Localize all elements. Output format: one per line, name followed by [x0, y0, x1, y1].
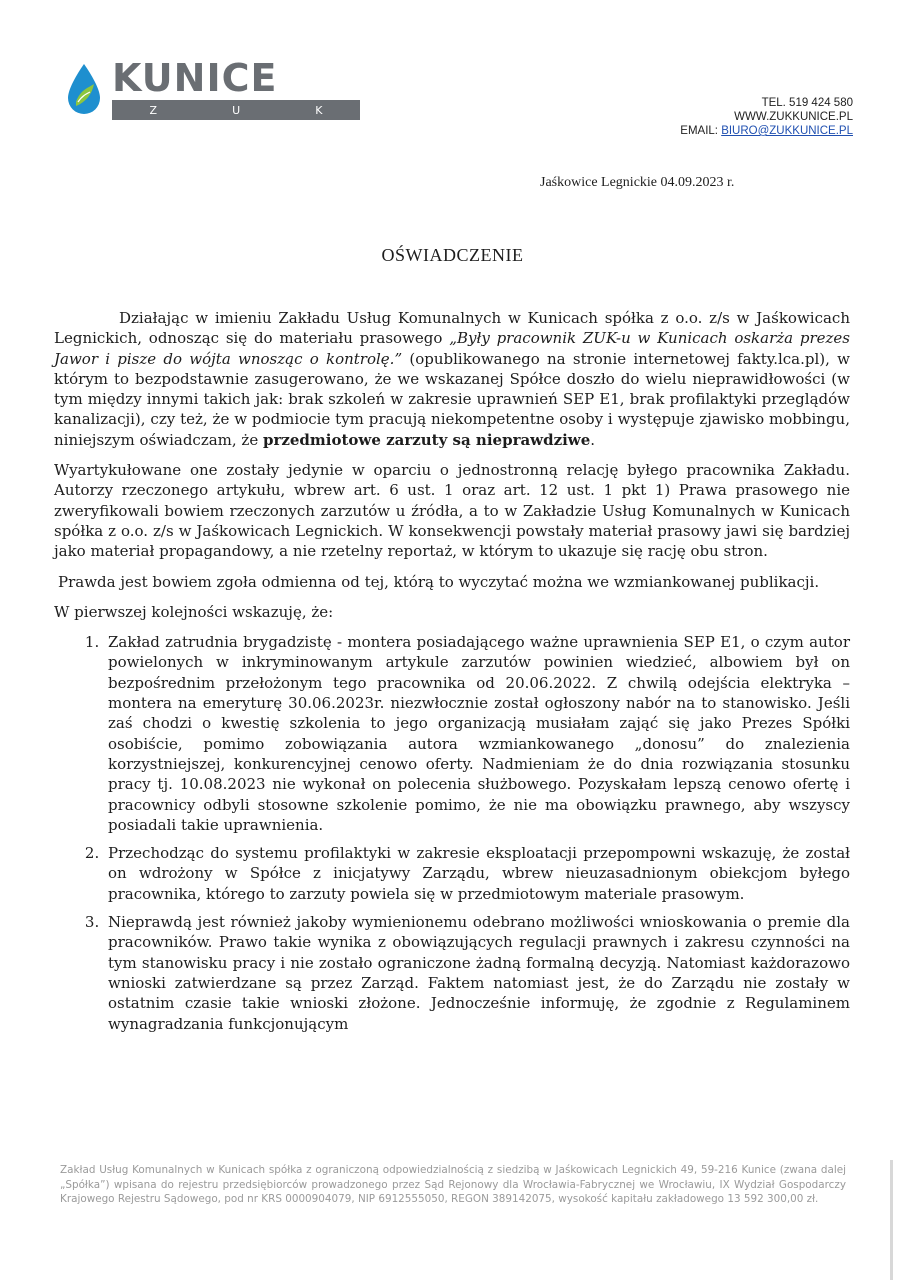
document-body [54, 308, 850, 1042]
list-item: 1. Zakład zatrudnia brygadzistę - montera posiadającego ważne uprawnienia SEP E1, o czym autor powielonych w inkryminowanym artykule zarzutów powinien wiedzieć, albowiem był on bezpośrednim przełożonym tego pracownika od 20.06.2022. Z chwilą odejścia elektryka – montera na emeryturę 30.06.2023r. niezwłocznie został ogłoszony nabór na to stanowisko. Jeśli zaś chodzi o kwestię szkolenia to jego organizacją musiałam zająć się jako Prezes Spółki osobiście, pomimo zobowiązania autora wzmiankowanego „donosu” do znalezienia korzystniejszej, konkurencyjnej cenowo oferty. Nadmieniam że do dnia rozwiązania stosunku pracy tj. 10.08.2023 nie wykonał on polecenia służbowego. Pozyskałam lepszą cenowo ofertę i pracownicy odbyli stosowne szkolenie pomimo, że nie ma obowiązku prawnego, aby wszyscy posiadali takie uprawnienia. [104, 632, 850, 835]
paragraph-3: Prawda jest bowiem zgoła odmienna od tej, którą to wyczytać można we wzmiankowanej publikacji. [58, 572, 820, 591]
page-edge-shadow [890, 1160, 893, 1280]
list-item: 3. Nieprawdą jest również jakoby wymienionemu odebrano możliwości wnioskowania o premie dla pracowników. Prawo takie wynika z obowiązujących regulacji prawnych i zakresu czynności na tym stanowisku pracy i nie zostało ograniczone żadną formalną decyzją. Natomiast każdorazowo wnioski zatwierdzane są przez Zarząd. Faktem natomiast jest, że do Zarządu nie zostały w ostatnim czasie takie wnioski złożone. Jednocześnie informuję, że zgodnie z Regulaminem wynagradzania funkcjonującym [104, 912, 850, 1034]
contact-email-line [680, 124, 853, 138]
bold-statement: przedmiotowe zarzuty są nieprawdziwe [262, 430, 591, 449]
list-item: 2. Przechodząc do systemu profilaktyki w zakresie eksploatacji przepompowni wskazuję, że został on wdrożony w Spółce z inicjatywy Zarządu, wbrew nieuzasadnionym obiekcjom byłego pracownika, którego to zarzuty powiela się w przedmiotowym materiale prasowym. [104, 843, 850, 904]
company-logo [64, 56, 323, 126]
paragraph-4: W pierwszej kolejności wskazuję, że: [54, 602, 334, 621]
date-line: Jaśkowice Legnickie 04.09.2023 r. [540, 175, 735, 190]
paragraph-2: Wyartykułowane one zostały jedynie w oparciu o jednostronną relację byłego pracownika Zakładu. Autorzy rzeczonego artykułu, wbrew art. 6 ust. 1 oraz art. 12 ust. 1 pkt 1) Prawa prasowego nie zweryfikowali bowiem rzeczonych zarzutów u źródła, a to w Zakładzie Usług Komunalnych w Kunicach spółka z o.o. z/s w Jaśkowicach Legnickich. W konsekwencji powstały materiał prasowy jawi się bardziej jako materiał propagandowy, a nie rzetelny reportaż, w którym to ukazuje się rację obu stron. [54, 461, 850, 561]
contact-email-label: EMAIL: [680, 125, 722, 137]
water-drop-icon [64, 62, 104, 118]
logo-subtitle-bar [112, 100, 360, 120]
contact-phone: TEL. 519 424 580 [761, 97, 853, 109]
logo-letter: U [232, 103, 241, 117]
contact-website: WWW.ZUKKUNICE.PL [734, 111, 853, 123]
logo-wordmark: KUNICE [112, 56, 278, 100]
logo-letter: Z [149, 103, 158, 117]
contact-email-link[interactable]: BIURO@ZUKKUNICE.PL [721, 125, 853, 137]
company-footer: Zakład Usług Komunalnych w Kunicach spółka z ograniczoną odpowiedzialnością z siedzibą w Jaśkowicach Legnickich 49, 59-216 Kunice (zwana dalej „Spółka”) wpisana do rejestru przedsiębiorców prowadzonego przez Sąd Rejonowy dla Wrocławia-Fabrycznej we Wrocławiu, IX Wydział Gospodarczy Krajowego Rejestru Sądowego, pod nr KRS 0000904079, NIP 6912555050, REGON 389142075, wysokość kapitału zakładowego 13 592 300,00 zł. [60, 1164, 846, 1205]
paragraph-intro: Działając w imieniu Zakładu Usług Komunalnych w Kunicach spółka z o.o. z/s w Jaśkowicach Legnickich, odnosząc się do materiału prasowego „Były pracownik ZUK-u w Kunicach oskarża prezes Jawor i pisze do wójta wnosząc o kontrolę.” (opublikowanego na stronie internetowej fakty.lca.pl), w którym to bezpodstawnie zasugerowano, że we wskazanej Spółce doszło do wielu nieprawidłowości (w tym między innymi takich jak: brak szkoleń w zakresie uprawnień SEP E1, brak profilaktyki przeglądów kanalizacji), czy też, że w podmiocie tym pracują niekompetentne osoby i występuje zjawisko mobbingu, niniejszym oświadczam, że przedmiotowe zarzuty są nieprawdziwe. [54, 309, 850, 449]
article-title-quote: „Były pracownik ZUK-u w Kunicach oskarża prezes Jawor i pisze do wójta wnosząc o kontrolę.” [54, 329, 850, 368]
claims-list [54, 632, 850, 1034]
contact-block [680, 96, 853, 138]
document-title: OŚWIADCZENIE [381, 245, 524, 265]
logo-letter: K [315, 103, 323, 117]
